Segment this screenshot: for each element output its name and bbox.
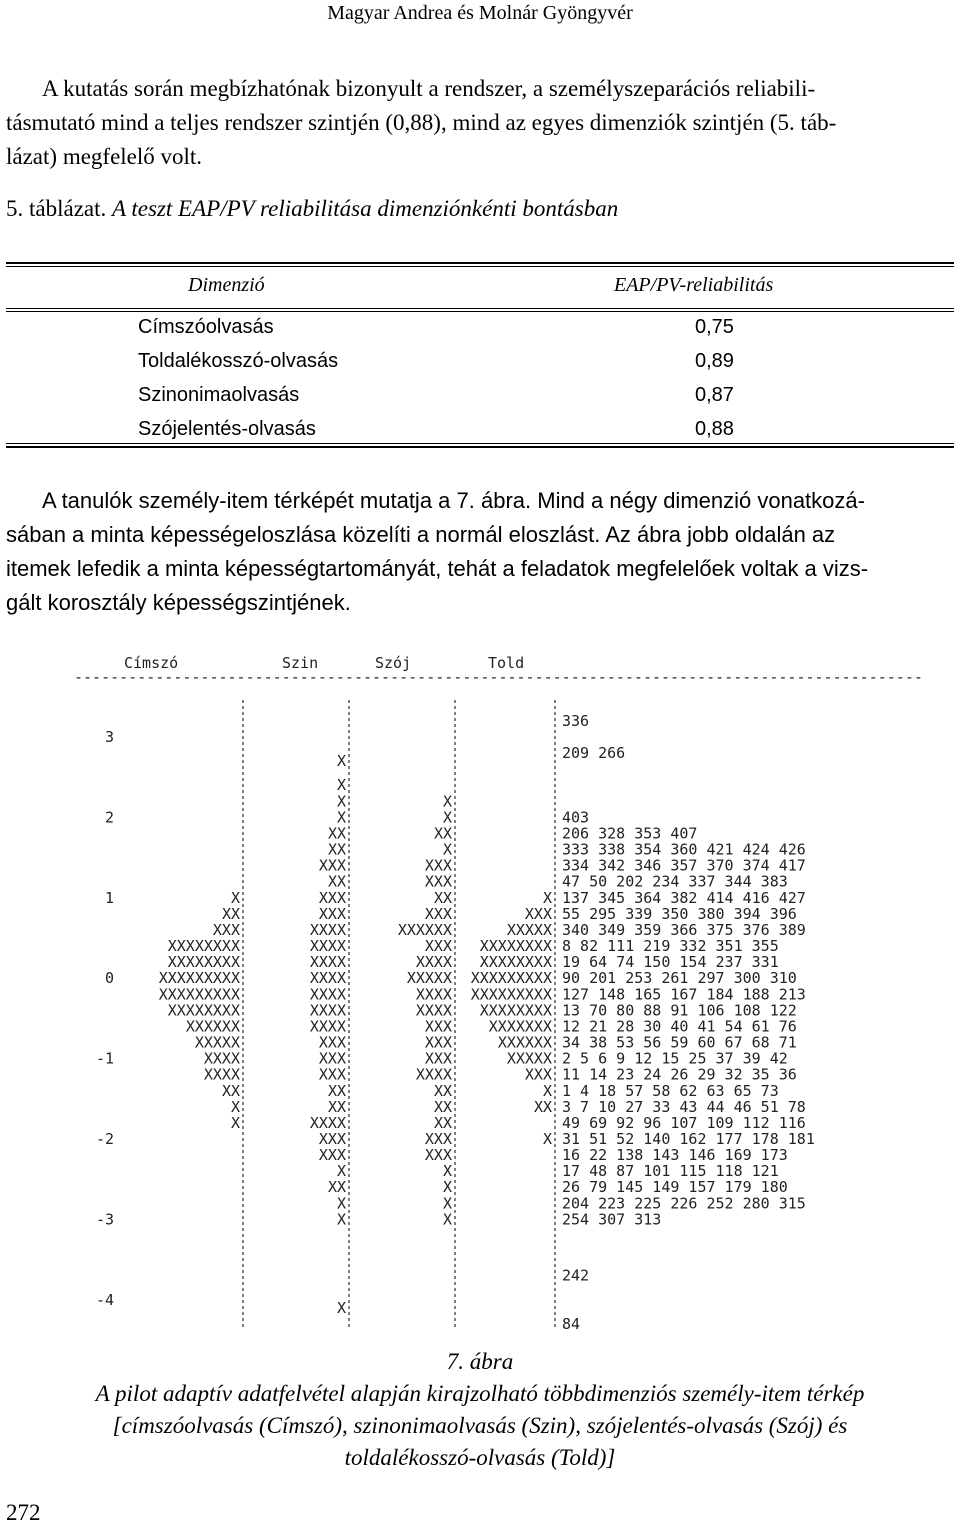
figure-item-list: 12 21 28 30 40 41 54 61 76 xyxy=(562,1017,797,1036)
figure-person-marks: XXXX xyxy=(203,1049,240,1068)
figure-y-label: 2 xyxy=(104,808,114,827)
figure-person-marks: XXX xyxy=(318,1049,346,1068)
figure-item-list: 333 338 354 360 421 424 426 xyxy=(562,840,806,859)
figure-person-marks: XXX xyxy=(318,1146,346,1165)
figure-person-marks: X xyxy=(336,792,346,811)
paragraph-line: gált korosztály képességszintjének. xyxy=(6,590,351,615)
figure-person-marks: X xyxy=(442,1210,452,1229)
figure-item-list: 47 50 202 234 337 344 383 xyxy=(562,872,788,891)
table-cell-value: 0,87 xyxy=(695,384,734,406)
figure-person-marks: XXX xyxy=(318,1033,346,1052)
figure-person-marks: XXX xyxy=(424,904,452,923)
figure-person-marks: X xyxy=(336,1162,346,1181)
figure-y-label: -1 xyxy=(95,1049,114,1068)
figure-person-marks: XXXXXXXX xyxy=(479,1001,552,1020)
figure-person-marks: X xyxy=(542,1130,552,1148)
figure-item-list: 55 295 339 350 380 394 396 xyxy=(562,904,797,923)
figure-column-header: Címszó xyxy=(124,654,179,672)
figure-person-marks: XXXX xyxy=(415,1065,452,1084)
figure-item-list: 8 82 111 219 332 351 355 xyxy=(562,937,779,956)
paragraph-line: A kutatás során megbízhatónak bizonyult a rendszer, a személyszeparációs reliabili- xyxy=(42,76,816,101)
figure-person-marks: X xyxy=(442,1178,452,1197)
figure-person-marks: XXX xyxy=(424,1049,452,1068)
figure-item-list: 209 266 xyxy=(562,744,626,763)
figure-person-marks: XXXXXX xyxy=(397,920,452,939)
figure-person-marks: XXXX xyxy=(415,985,452,1004)
figure-person-marks: XXX xyxy=(424,1017,452,1036)
figure-person-marks: X xyxy=(230,1097,240,1116)
figure-item-list: 340 349 359 366 375 376 389 xyxy=(562,920,806,939)
figure-person-marks: X xyxy=(336,1298,346,1317)
table-caption xyxy=(6,196,618,222)
figure-person-marks: X xyxy=(442,792,452,811)
figure-person-marks: XXXXXXXX xyxy=(167,937,240,956)
figure-caption-number: 7. ábra xyxy=(446,1349,514,1374)
table-cell-value: 0,89 xyxy=(695,350,734,372)
person-item-map xyxy=(0,640,960,1340)
figure-item-list: 336 xyxy=(562,711,590,730)
paragraph-map-description xyxy=(6,484,954,620)
figure-person-marks: XX xyxy=(533,1097,552,1116)
figure-person-marks: XXXX xyxy=(309,1001,346,1020)
figure-person-marks: XXXX xyxy=(415,953,452,972)
figure-caption xyxy=(0,1346,960,1474)
figure-item-list: 16 22 138 143 146 169 173 xyxy=(562,1146,788,1165)
figure-person-marks: XXXXXXX xyxy=(488,1017,552,1036)
figure-person-marks: XXX xyxy=(424,937,452,956)
figure-person-marks: XXX xyxy=(424,872,452,891)
figure-person-marks: XXXX xyxy=(309,1017,346,1036)
figure-item-list: 1 4 18 57 58 62 63 65 73 xyxy=(562,1081,779,1100)
figure-dash-separator: ---------------------------------------------------------------------------------------------- xyxy=(74,668,923,686)
figure-person-marks: XXXX xyxy=(309,1113,346,1132)
figure-person-marks: X xyxy=(442,1194,452,1213)
table-header-rule-inner xyxy=(6,311,954,312)
figure-person-marks: XXXXX xyxy=(506,920,552,939)
figure-person-marks: XX xyxy=(433,1081,452,1100)
figure-person-marks: XX xyxy=(327,1081,346,1100)
table-caption-label: 5. táblázat. xyxy=(6,196,107,221)
figure-item-list: 26 79 145 149 157 179 180 xyxy=(562,1178,788,1197)
figure-person-marks: XXXX xyxy=(309,969,346,988)
figure-person-marks: XXXX xyxy=(203,1065,240,1084)
figure-item-list: 254 307 313 xyxy=(562,1210,662,1229)
figure-item-list: 403 xyxy=(562,808,590,827)
table-bottom-rule-inner xyxy=(6,446,954,448)
table-top-rule-inner xyxy=(6,266,954,267)
figure-item-list: 2 5 6 9 12 15 25 37 39 42 xyxy=(562,1049,788,1068)
running-head: Magyar Andrea és Molnár Gyöngyvér xyxy=(327,2,633,24)
figure-item-list: 137 345 364 382 414 416 427 xyxy=(562,888,806,907)
table-header-reliability: EAP/PV-reliabilitás xyxy=(614,274,774,296)
figure-person-marks: XXX xyxy=(318,856,346,875)
figure-person-marks: X xyxy=(336,1194,346,1213)
figure-person-marks: XXXX xyxy=(309,920,346,939)
figure-person-marks: X xyxy=(336,1210,346,1229)
figure-person-marks: XXX xyxy=(318,904,346,923)
figure-item-list: 204 223 225 226 252 280 315 xyxy=(562,1194,806,1213)
table-cell-value: 0,75 xyxy=(695,316,734,338)
figure-y-label: 1 xyxy=(104,888,114,907)
figure-person-marks: XXX xyxy=(524,904,552,923)
figure-person-marks: XXXXXXXXX xyxy=(470,969,552,988)
paragraph-line: lázat) megfelelő volt. xyxy=(6,144,203,169)
figure-person-marks: XXXX xyxy=(309,953,346,972)
figure-item-labels xyxy=(562,712,815,1333)
figure-person-marks: X xyxy=(336,776,346,795)
figure-person-marks: XX xyxy=(221,1081,240,1100)
figure-person-marks: XXXXXX xyxy=(185,1017,240,1036)
figure-item-list: 242 xyxy=(562,1266,590,1285)
figure-person-marks: XXX xyxy=(524,1065,552,1084)
figure-item-list: 11 14 23 24 26 29 32 35 36 xyxy=(562,1065,797,1084)
figure-person-marks: XXX xyxy=(212,920,240,939)
figure-person-marks: XXX xyxy=(424,1146,452,1165)
figure-person-marks: XXXXXXXXX xyxy=(158,969,240,988)
figure-y-label: -3 xyxy=(95,1210,114,1229)
figure-item-list: 84 xyxy=(562,1314,581,1333)
figure-person-marks: XXX xyxy=(318,888,346,907)
figure-item-list: 17 48 87 101 115 118 121 xyxy=(562,1162,779,1181)
table-header-rule xyxy=(6,308,954,309)
figure-person-marks: XXXXXXXXX xyxy=(158,985,240,1004)
figure-item-list: 34 38 53 56 59 60 67 68 71 xyxy=(562,1033,797,1052)
figure-person-marks: XXXXX xyxy=(506,1049,552,1068)
figure-person-marks: XXXXXXXXX xyxy=(470,985,552,1004)
figure-person-marks: X xyxy=(336,808,346,827)
figure-person-marks: XX xyxy=(433,824,452,843)
figure-person-marks: X xyxy=(542,1081,552,1100)
figure-y-label: -4 xyxy=(95,1290,114,1309)
figure-caption-line: A pilot adaptív adatfelvétel alapján kirajzolható többdimenziós személy-item térkép xyxy=(95,1381,865,1406)
paragraph-line: tásmutató mind a teljes rendszer szintjén (0,88), mind az egyes dimenziók szintjén (5. táb- xyxy=(6,110,837,135)
paragraph-line: A tanulók személy-item térképét mutatja a 7. ábra. Mind a négy dimenzió vonatkozá- xyxy=(42,488,865,513)
figure-person-marks: XXXX xyxy=(309,937,346,956)
figure-item-list: 90 201 253 261 297 300 310 xyxy=(562,969,797,988)
figure-person-distributions xyxy=(159,752,552,1317)
figure-caption-line: [címszóolvasás (Címszó), szinonimaolvasás (Szin), szójelentés-olvasás (Szój) és xyxy=(112,1413,848,1438)
figure-item-list: 19 64 74 150 154 237 331 xyxy=(562,953,779,972)
figure-person-marks: XXXX xyxy=(415,1001,452,1020)
figure-y-label: 3 xyxy=(104,728,114,746)
figure-person-marks: XXXX xyxy=(309,985,346,1004)
figure-person-marks: XX xyxy=(327,1178,346,1197)
table-header-dimension: Dimenzió xyxy=(188,274,265,296)
paragraph-line: sában a minta képességeloszlása közelíti a normál eloszlást. Az ábra jobb oldalán az xyxy=(6,522,836,547)
figure-person-marks: XXXXX xyxy=(194,1033,240,1052)
figure-person-marks: XXXXXXXX xyxy=(479,953,552,972)
figure-person-marks: XXX xyxy=(424,1130,452,1148)
figure-person-marks: XXXXXXXX xyxy=(167,1001,240,1020)
figure-column-header: Szin xyxy=(282,654,319,672)
figure-y-labels xyxy=(96,728,114,1309)
figure-person-marks: X xyxy=(542,888,552,907)
figure-column-header: Szój xyxy=(375,654,412,672)
figure-person-marks: XX xyxy=(433,888,452,907)
figure-item-list: 31 51 52 140 162 177 178 181 xyxy=(562,1130,815,1148)
table-cell-dimension: Címszóolvasás xyxy=(138,316,274,338)
figure-person-marks: XX xyxy=(327,1097,346,1116)
figure-item-list: 49 69 92 96 107 109 112 116 xyxy=(562,1113,806,1132)
figure-person-marks: XXX xyxy=(424,856,452,875)
figure-person-marks: X xyxy=(442,840,452,859)
table-cell-value: 0,88 xyxy=(695,418,734,440)
table-caption-title: A teszt EAP/PV reliabilitása dimenziónkénti bontásban xyxy=(112,196,619,221)
figure-person-marks: XXX xyxy=(318,1065,346,1084)
figure-person-marks: X xyxy=(442,1162,452,1181)
figure-person-marks: X xyxy=(442,808,452,827)
figure-item-list: 334 342 346 357 370 374 417 xyxy=(562,856,806,875)
figure-person-marks: XXXXXXXX xyxy=(479,937,552,956)
figure-item-list: 206 328 353 407 xyxy=(562,824,698,843)
paragraph-reliability xyxy=(6,72,954,174)
figure-person-marks: X xyxy=(230,888,240,907)
figure-person-marks: XX xyxy=(433,1113,452,1132)
figure-item-list: 3 7 10 27 33 43 44 46 51 78 xyxy=(562,1097,806,1116)
table-top-rule xyxy=(6,262,954,264)
figure-person-marks: XX xyxy=(327,872,346,891)
figure-person-marks: XX xyxy=(221,904,240,923)
table-cell-dimension: Szójelentés-olvasás xyxy=(138,418,316,440)
figure-item-list: 127 148 165 167 184 188 213 xyxy=(562,985,806,1004)
figure-y-label: 0 xyxy=(104,969,114,988)
figure-item-list: 13 70 80 88 91 106 108 122 xyxy=(562,1001,797,1020)
figure-person-marks: XXXXXX xyxy=(497,1033,552,1052)
figure-person-marks: XX xyxy=(433,1097,452,1116)
figure-person-marks: XXXXXXXX xyxy=(167,953,240,972)
figure-person-marks: XXX xyxy=(318,1130,346,1148)
figure-person-marks: XX xyxy=(327,840,346,859)
figure-person-marks: XXX xyxy=(424,1033,452,1052)
figure-person-marks: XX xyxy=(327,824,346,843)
figure-person-marks: X xyxy=(230,1113,240,1132)
table-cell-dimension: Szinonimaolvasás xyxy=(138,384,300,406)
table-bottom-rule xyxy=(6,443,954,444)
paragraph-line: itemek lefedik a minta képességtartományát, tehát a feladatok megfelelőek voltak a vizs- xyxy=(6,556,869,581)
page-number: 272 xyxy=(6,1500,41,1525)
figure-caption-line: toldalékosszó-olvasás (Told)] xyxy=(344,1445,616,1470)
figure-y-label: -2 xyxy=(95,1130,114,1148)
figure-person-marks: X xyxy=(336,752,346,771)
figure-person-marks: XXXXX xyxy=(406,969,452,988)
figure-column-header: Told xyxy=(488,654,525,672)
table-cell-dimension: Toldalékosszó-olvasás xyxy=(138,350,339,372)
